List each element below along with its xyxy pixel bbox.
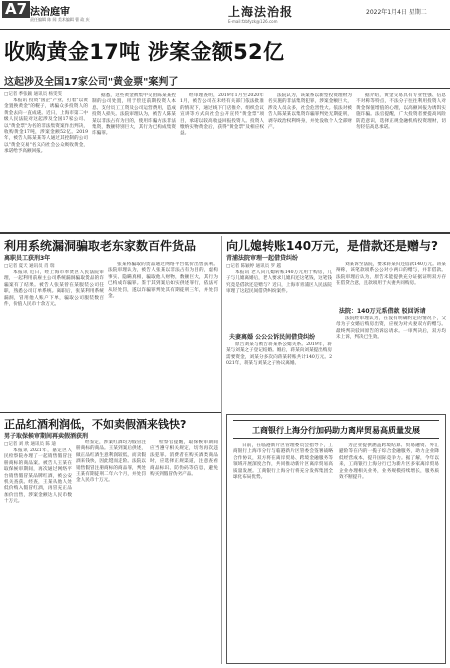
- boxed-story: [226, 414, 446, 664]
- story3-byline: □记者 陈颖婷 通讯员 罗 越: [226, 264, 281, 269]
- story3-column-1: 本报讯 老人向儿媳转账140万元用于购房，儿子与儿媳离婚后，老人要求儿媳归还这笔钱，这笔钱究竟是借款还是赠与？近日，上海市青浦区人民法院审理了这起民间借贷纠纷案件。: [226, 270, 332, 295]
- story3-inner-subtitle-2: 法院：140万元系借款 驳回诉请: [339, 308, 426, 315]
- lead-byline: □记者 季张颖 通讯员 杨雯雯: [4, 92, 63, 97]
- story2-column-2: 张某将骗取的货品通过网络平台低价出售获利。法院审理认为，被告人张某以非法占有为目的，虚构事实、隐瞒真相，骗取他人财物，数额巨大，其行为已构成诈骗罪。鉴于其到案后如实供述罪行，依法可从轻处罚，遂以诈骗罪判处其有期徒刑三年，并处罚金。: [108, 262, 218, 300]
- story3-headline: 向儿媳转账140万元，是借款还是赠与?: [226, 239, 439, 253]
- section-title: 法治庭审: [30, 7, 70, 18]
- story4-column-2: 经鉴定，涉案红酒均为假冒注册商标的商品。王某到案后供述，做正品红酒生意利润较低，而卖假酒来钱快，因此铤而走险。法院以销售假冒注册商标的商品罪，判处王某有期徒刑二年六个月，并处罚金人民币十万元。: [76, 440, 146, 484]
- lead-column-4: 法院认为，该案系以新型投资理财为名实施的非法集资犯罪，涉案金额巨大，涉及人员众多，社会危害性大。依法对被告人陈某某以集资诈骗罪判处无期徒刑，剥夺政治权利终身，并处没收个人全部财产。: [268, 93, 352, 131]
- lead-column-5: 据介绍，黄金交易具有专业性强、信息不对称等特点，不法分子往往利用投资人对黄金保值增值的心理，以高额回报为诱饵实施诈骗。法官提醒，广大投资者要提高风险防范意识，选择正规金融机构投资理财，切勿轻信高息承诺。: [356, 93, 446, 131]
- story4-byline: □记者 刘 欣 通讯员 陈 迪: [4, 442, 56, 447]
- issue-date: 2022年1月4日 星期二: [366, 9, 427, 16]
- story4-subhead: 男子取保候审期间再卖假酒获刑: [4, 433, 89, 440]
- lead-column-2: 据悉，这些黄金被集中交由陈某某控制的公司处置，用于偿还前期投资人本息、支付员工工资及公司运营费用，造成投资人损失。法院审理认为，被告人陈某某以非法占有为目的，使用诈骗方法非法集资，数额特别巨大，其行为已构成集资诈骗罪。: [92, 93, 176, 137]
- lead-subhead: 这起涉及全国17家公司"黄金票"案判了: [4, 77, 179, 88]
- story2-column-1: 本报讯 近日，经上海市奉贤区人民法院审理，一起利用前雇主公司系统漏洞骗取货品的诈骗案有了结果。被告人张某曾在某服装公司任职，熟悉公司订单系统。离职后，张某利用系统漏洞，冒用他人账户下单，骗取公司服装数百件，价值人民币十余万元。: [4, 270, 104, 308]
- story2-headline: 利用系统漏洞骗取老东家数百件货品: [4, 239, 197, 253]
- masthead: [0, 0, 450, 30]
- story3-column-2: 原告刘某与被告蒋某系公媳关系。2019年，蒋某与刘某之子登记结婚。婚后，蒋某向刘某提出购房需要资金，刘某分多次向蒋某转账共计140万元。2021年，蒋某与刘某之子协议离婚。: [226, 342, 332, 367]
- newspaper-name: 上海法治报: [228, 5, 294, 19]
- story3-subhead: 青浦法院审理一起借贷纠纷: [226, 255, 299, 262]
- lead-headline: 收购黄金17吨 涉案金额52亿: [4, 40, 285, 64]
- story4-column-3: 检察官提醒，取保候审期间应当遵守相关规定，切勿再次违法犯罪。消费者在购买酒类商品时，应选择正规渠道，注意查看商品标识、防伪码等信息，避免购买到假冒伪劣产品。: [150, 440, 218, 478]
- story4-headline: 正品红酒利润低，不如卖假酒来钱快?: [4, 418, 187, 431]
- boxed-story-column-1: 日前，在临港新片区管理委员会指导下，工商银行上海市分行与临港新片区管委会签署战略合作协议，双方将在离岸贸易、跨境金融服务等领域开展深度合作，共同推动新片区离岸贸易高质量发展。工商银行上海分行将充分发挥集团全球化布局优势。: [233, 443, 333, 481]
- story3-inner-subtitle: 夫妻离婚 公公公诉民间借贷纠纷: [229, 334, 316, 341]
- boxed-story-column-2: 为企业提供涵盖跨境结算、贸易融资、外汇避险等在内的一揽子综合金融服务，助力企业降低经营成本，提升国际竞争力。据了解，今年以来，工商银行上海分行已为新片区多家离岸贸易企业办理相关业务，业务规模持续增长，服务质效不断提升。: [339, 443, 439, 481]
- lead-column-3: 经审理查明，2019年1月至2020年1月，被告公司在未经有关部门依法批准的情况下，通过线下门店推介、组织会议宣讲等方式向社会公开宣传"黄金票"项目，承诺以较高收益回报投资人。投资人缴纳实物黄金后，获得"黄金票"及相应权益。: [180, 93, 264, 137]
- story3-column-4: 法院经审理认为，在没有明确约定的情况下，父母为子女婚后购房出资，应视为对夫妻双方的赠与。最终判决驳回原告的诉讼请求。一审判决后，双方均未上诉，判决已生效。: [336, 316, 446, 341]
- staff-credits: 责任编辑 陈 闻 美术编辑 曹 政 庆: [30, 17, 90, 22]
- newspaper-email: E-mail:fzbfyzk@126.com: [228, 19, 278, 24]
- lead-column-1: 本报讯 投资"国企"产业，打着"以黄金置换黄金"的幌子，诱骗众多投资人的黄金去向一直成谜。近日，上海市第二中级人民法院对这起涉及全国17家公司、以"黄金票"为名的非法集资案作出判决，收购黄金17吨，涉案金额52亿。2019年，被告人陈某某等人通过其控制的公司以"黄金交易"名义向社会公众吸收黄金，承诺给予高额回报。: [4, 98, 88, 155]
- story4-column-1: 本报讯 2021年，嘉定区人民检察院办理了一起销售假冒注册商标的商品案。被告人王某在取保候审期间，再次通过网络平台销售假冒某品牌红酒，被公安机关查获。经查，王某从他人处低价购入假冒红酒，再冒充正品加价出售，涉案金额达人民币数十万元。: [4, 448, 72, 505]
- story3-column-3: 刘某诉至法院，要求蒋某归还借款140万元。蒋某辩称，该笔款项系公公对小两口的赠与，并非借款。法院审理后认为，原告未能提供充分证据证明双方存在借贷合意，且款项用于夫妻共同购房。: [336, 262, 446, 287]
- page-number: A7: [2, 1, 30, 18]
- story2-byline: □记者 夏天 通讯员 肖 瑞: [4, 264, 55, 269]
- story2-subhead: 离职员工获刑3年: [4, 255, 51, 262]
- boxed-story-headline: 工商银行上海分行加码助力离岸贸易高质量发展: [252, 426, 420, 435]
